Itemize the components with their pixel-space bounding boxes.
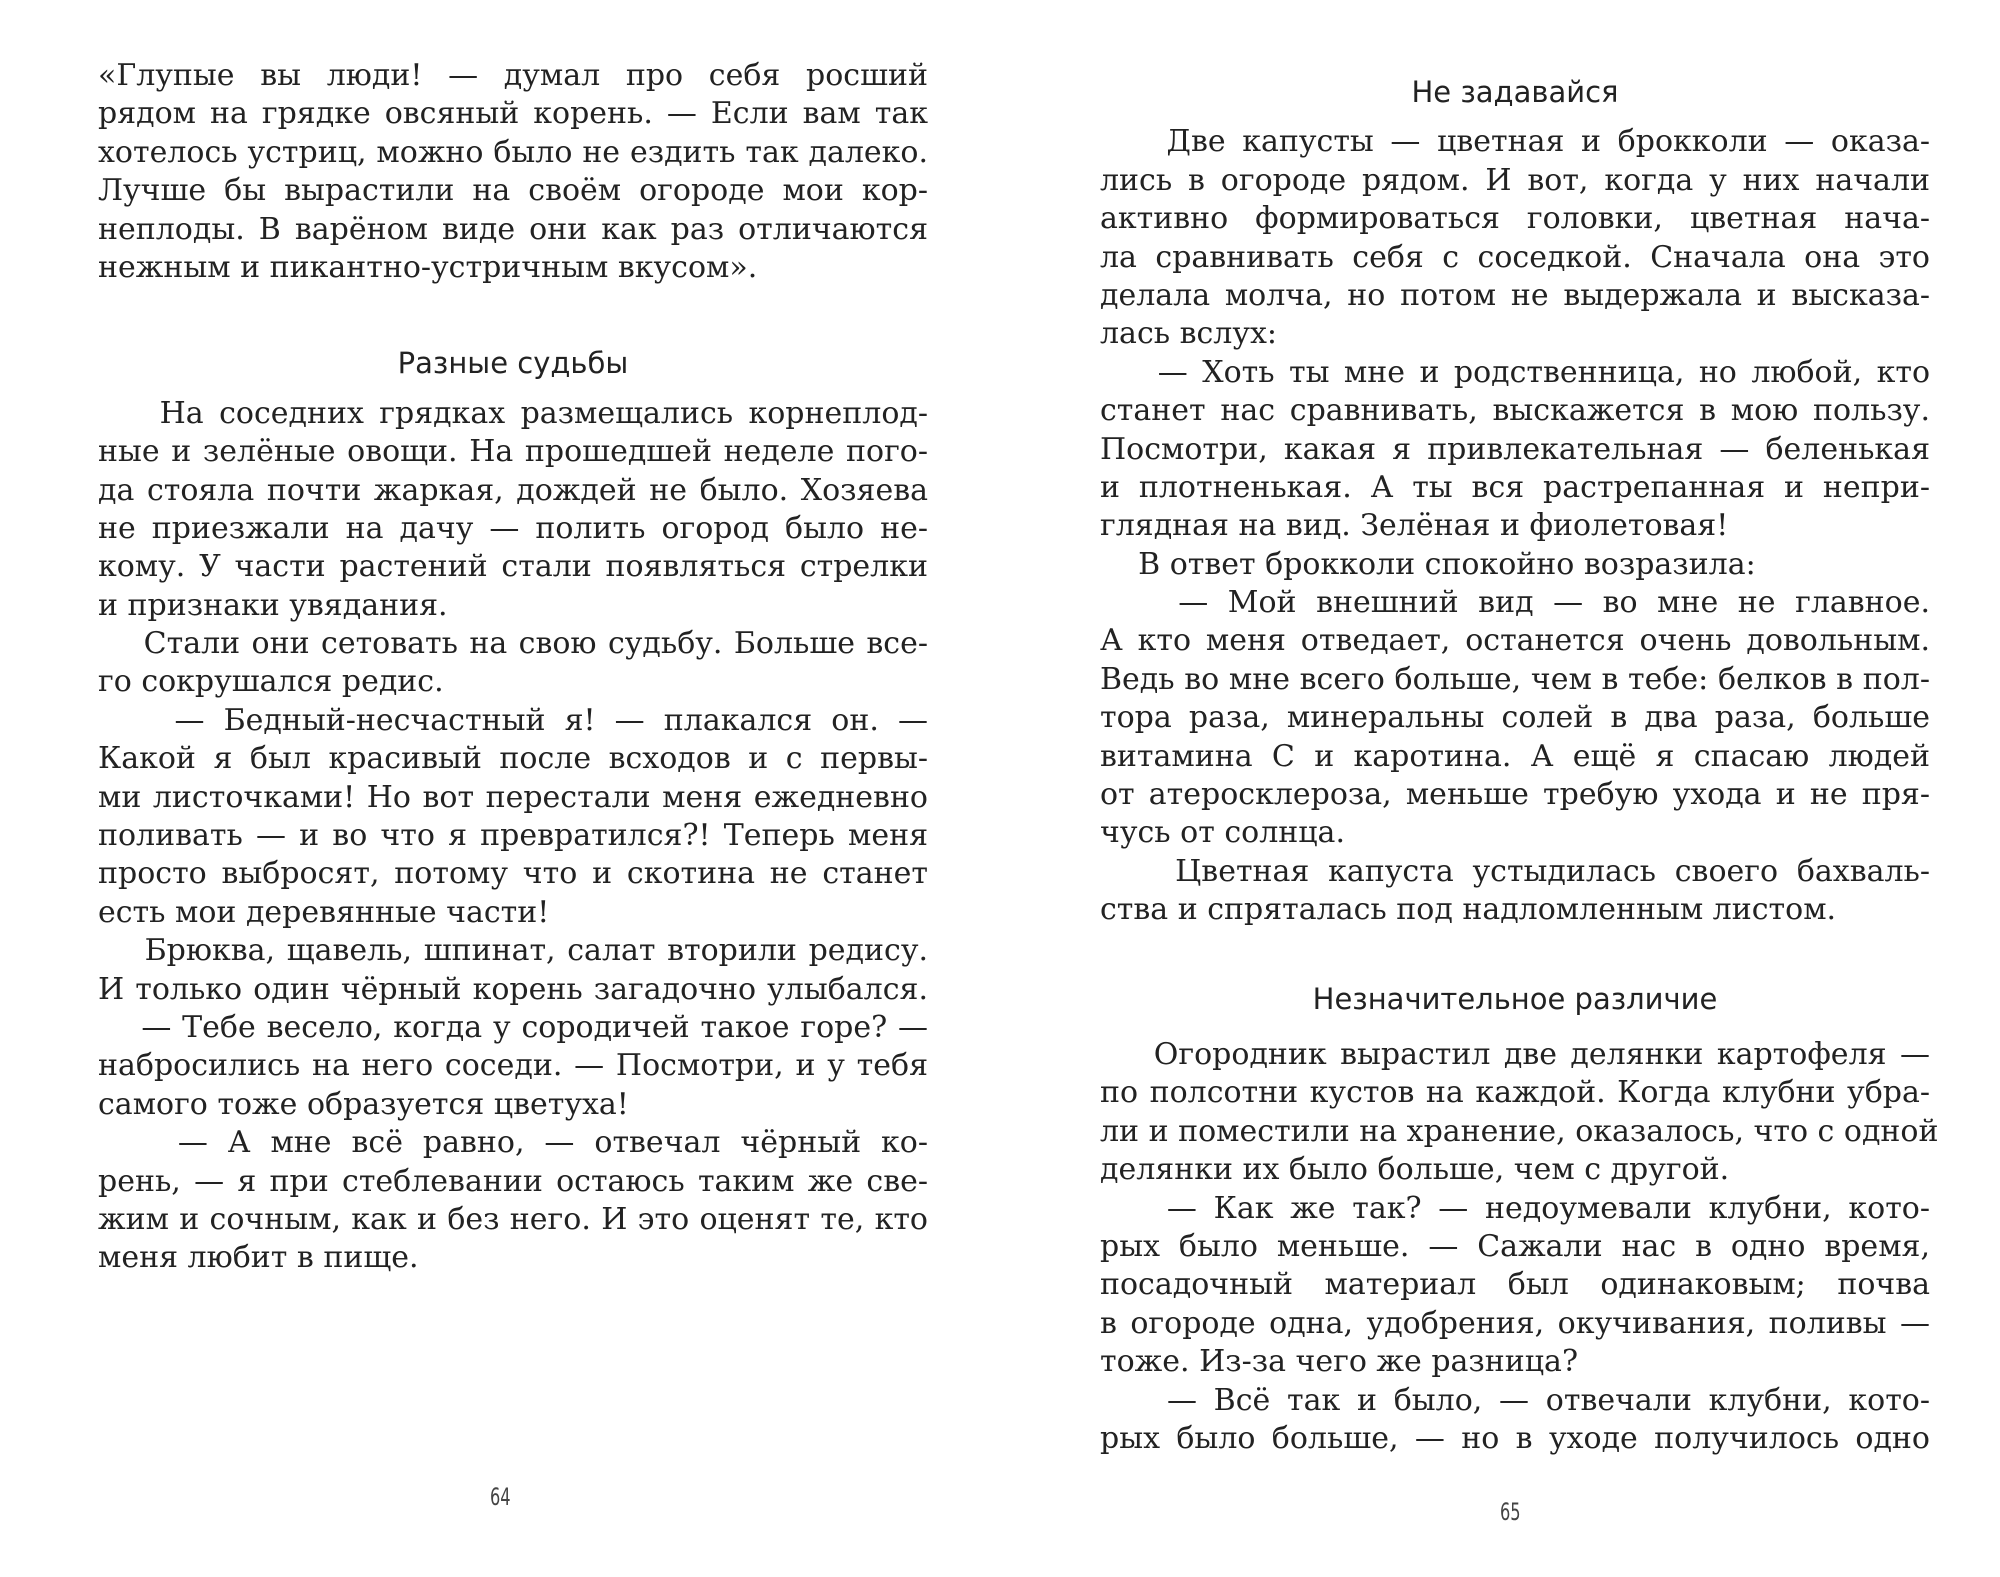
text-line: тоже. Из-за чего же разница? [1100,1344,1579,1380]
intro-paragraph [98,57,928,287]
text-line: лись в огороде рядом. И вот, когда у них начали [1100,162,1930,198]
text-line: — Как же так? — недоумевали клубни, кото- [1100,1190,1930,1226]
page-number: 65 [1500,1498,1521,1526]
text-line: рень, — я при стеблевании остаюсь таким же све- [98,1163,928,1199]
section-body [1100,123,1930,929]
text-line: Лучше бы вырастили на своём огороде мои кор- [98,173,928,209]
text-line: Ведь во мне всего больше, чем в тебе: белков в пол- [1100,661,1930,697]
text-line: ми листочками! Но вот перестали меня ежедневно [98,779,928,815]
text-line: просто выбросят, потому что и скотина не станет [98,856,928,892]
text-line: активно формироваться головки, цветная нача- [1100,201,1930,237]
page-number: 64 [490,1483,511,1511]
text-line: Огородник вырастил две делянки картофеля — [1100,1036,1930,1072]
text-line: го сокрушался редис. [98,664,444,700]
right-page [1000,0,2000,1577]
text-line: поливать — и во что я превратился?! Теперь меня [98,818,928,854]
right-text-column [1100,73,1939,1458]
text-line: чусь от солнца. [1100,815,1345,851]
text-line: рых было больше, — но в уходе получилось одно [1100,1420,1930,1456]
left-text-column [98,57,928,1278]
text-line: набросились на него соседи. — Посмотри, и у тебя [98,1048,928,1084]
text-line: хотелось устриц, можно было не ездить так далеко. [98,134,928,170]
text-line: и плотненькая. А ты вся растрепанная и непри- [1100,469,1930,505]
text-line: Две капусты — цветная и брокколи — оказа- [1100,124,1930,160]
text-line: ла сравнивать себя с соседкой. Сначала она это [1100,239,1930,275]
text-line: глядная на вид. Зелёная и фиолетовая! [1100,508,1729,544]
text-line: неплоды. В варёном виде они как раз отличаются [98,211,928,247]
text-line: Посмотри, какая я привлекательная — беленькая [1100,431,1930,467]
text-line: — Хоть ты мне и родственница, но любой, кто [1100,354,1930,390]
text-line: меня любит в пище. [98,1240,419,1276]
text-line: А кто меня отведает, останется очень довольным. [1100,623,1930,659]
section-heading: Не задавайся [1411,75,1619,109]
text-line: ства и спряталась под надломленным листом. [1100,892,1837,928]
text-line: В ответ брокколи спокойно возразила: [1100,546,1756,582]
text-line: Какой я был красивый после всходов и с первы- [98,741,928,777]
text-line: Брюква, щавель, шпинат, салат вторили редису. [98,933,928,969]
section-heading: Незначительное различие [1312,981,1718,1016]
text-line: кому. У части растений стали появляться стрелки [98,549,928,585]
text-line: да стояла почти жаркая, дождей не было. Хозяева [98,472,928,508]
text-line: жим и сочным, как и без него. И это оценят те, кто [98,1201,928,1237]
text-line: — Бедный-несчастный я! — плакался он. — [98,702,928,738]
text-line: ли и поместили на хранение, оказалось, что с одной [1100,1113,1939,1149]
text-line: Цветная капуста устыдилась своего бахваль- [1100,853,1930,889]
text-line: рых было меньше. — Сажали нас в одно время, [1100,1228,1930,1264]
text-line: — Тебе весело, когда у сородичей такое горе? — [98,1009,928,1045]
text-line: Стали они сетовать на свою судьбу. Больше все- [98,626,928,662]
text-line: и признаки увядания. [98,587,448,623]
text-line: есть мои деревянные части! [98,894,550,930]
section-heading: Разные судьбы [397,346,629,381]
text-line: по полсотни кустов на каждой. Когда клубни убра- [1100,1075,1930,1111]
text-line: делянки их было больше, чем с другой. [1100,1152,1730,1188]
section-body [98,395,928,1278]
text-line: не приезжали на дачу — полить огород было не- [98,510,928,546]
text-line: самого тоже образуется цветуха! [98,1086,629,1122]
section-body [1100,1036,1939,1458]
text-line: — Мой внешний вид — во мне не главное. [1100,585,1930,621]
text-line: тора раза, минеральны солей в два раза, больше [1100,700,1930,736]
text-line: И только один чёрный корень загадочно улыбался. [98,971,928,1007]
text-line: — А мне всё равно, — отвечал чёрный ко- [98,1125,928,1161]
text-line: лась вслух: [1100,316,1278,352]
text-line: На соседних грядках размещались корнеплод- [98,395,928,431]
text-line: нежным и пикантно-устричным вкусом». [98,249,758,285]
text-line: посадочный материал был одинаковым; почва [1100,1267,1930,1303]
text-line: витамина С и каротина. А ещё я спасаю людей [1100,738,1930,774]
text-line: «Глупые вы люди! — думал про себя росший [98,58,928,93]
text-line: рядом на грядке овсяный корень. — Если вам так [98,96,928,132]
text-line: в огороде одна, удобрения, окучивания, поливы — [1100,1305,1930,1341]
text-line: — Всё так и было, — отвечали клубни, кото- [1100,1382,1930,1418]
text-line: делала молча, но потом не выдержала и высказа- [1100,277,1930,313]
text-line: станет нас сравнивать, выскажется в мою пользу. [1100,393,1930,429]
text-line: от атеросклероза, меньше требую ухода и не пря- [1100,777,1930,813]
text-line: ные и зелёные овощи. На прошедшей неделе пого- [98,434,928,470]
